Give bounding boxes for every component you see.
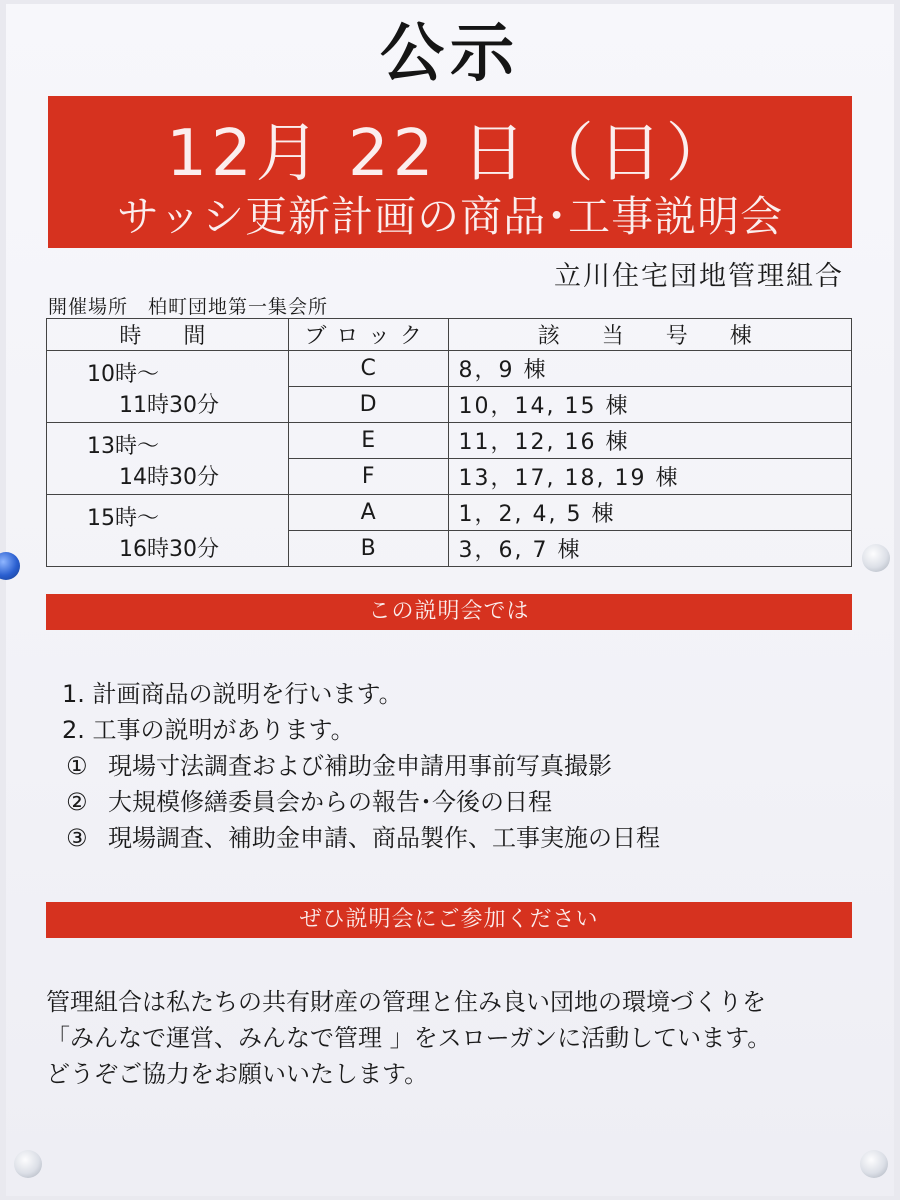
list-item: 2. 工事の説明があります。 <box>62 716 355 744</box>
paragraph-line: 管理組合は私たちの共有財産の管理と住み良い団地の環境づくりを <box>46 988 766 1016</box>
building-list: 1，2, 4, 5 棟 <box>448 495 851 531</box>
header-buildings: 該 当 号 棟 <box>448 319 851 351</box>
block-label: C <box>288 351 448 387</box>
event-banner <box>48 96 852 248</box>
organizer: 立川住宅団地管理組合 <box>554 261 844 292</box>
time-slot <box>47 495 289 567</box>
building-list: 8，9 棟 <box>448 351 851 387</box>
table-row <box>47 423 852 459</box>
event-date: 12月 22 日（日） <box>166 117 734 191</box>
venue: 開催場所 柏町団地第一集会所 <box>48 296 329 318</box>
paragraph-line: どうぞご協力をお願いいたします。 <box>46 1060 429 1088</box>
time-end: 11時30分 <box>119 393 219 418</box>
header-block: ブロック <box>288 319 448 351</box>
table-row <box>47 495 852 531</box>
agenda-list <box>62 676 660 856</box>
pushpin-icon <box>14 1150 42 1178</box>
item-marker: ② <box>66 788 88 816</box>
time-end: 16時30分 <box>119 537 219 562</box>
schedule-table <box>46 318 852 567</box>
building-list: 3，6, 7 棟 <box>448 531 851 567</box>
block-label: D <box>288 387 448 423</box>
time-slot <box>47 351 289 423</box>
time-end: 14時30分 <box>119 465 219 490</box>
time-slot <box>47 423 289 495</box>
pushpin-icon <box>862 544 890 572</box>
time-start: 10時～ <box>87 362 159 387</box>
time-start: 15時～ <box>87 506 159 531</box>
list-item: 1. 計画商品の説明を行います。 <box>62 680 403 708</box>
item-text: 現場調査、補助金申請、商品製作、工事実施の日程 <box>108 824 660 852</box>
list-item <box>62 748 660 784</box>
schedule-header-row <box>47 319 852 351</box>
building-list: 13，17, 18, 19 棟 <box>448 459 851 495</box>
block-label: F <box>288 459 448 495</box>
block-label: E <box>288 423 448 459</box>
list-item <box>62 784 660 820</box>
section-heading-invite: ぜひ説明会にご参加ください <box>46 902 852 938</box>
block-label: A <box>288 495 448 531</box>
header-time: 時 間 <box>47 319 289 351</box>
section-heading-about: この説明会では <box>46 594 852 630</box>
building-list: 10，14, 15 棟 <box>448 387 851 423</box>
time-start: 13時～ <box>87 434 159 459</box>
item-text: 現場寸法調査および補助金申請用事前写真撮影 <box>108 752 612 780</box>
item-marker: ③ <box>66 824 88 852</box>
item-text: 大規模修繕委員会からの報告･今後の日程 <box>108 788 552 816</box>
building-list: 11，12, 16 棟 <box>448 423 851 459</box>
list-item <box>62 820 660 856</box>
pushpin-icon <box>860 1150 888 1178</box>
event-subject: サッシ更新計画の商品･工事説明会 <box>116 192 784 241</box>
item-marker: ① <box>66 752 88 780</box>
table-row <box>47 351 852 387</box>
block-label: B <box>288 531 448 567</box>
notice-title: 公示 <box>380 17 520 91</box>
paragraph-line: 「みんなで運営、みんなで管理 」をスローガンに活動しています。 <box>46 1024 772 1052</box>
closing-message <box>46 984 771 1092</box>
